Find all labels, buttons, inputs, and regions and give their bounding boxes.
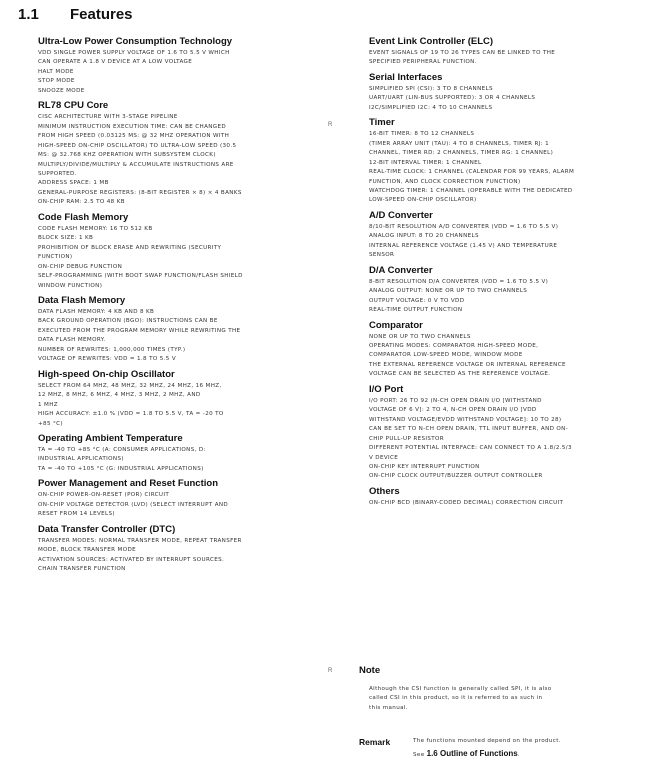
feature-item: PROHIBITION OF BLOCK ERASE AND REWRITING (SECURITY bbox=[38, 244, 222, 251]
feature-item: FUNCTION) bbox=[38, 254, 73, 261]
feature-item: DATA FLASH MEMORY. bbox=[38, 337, 106, 344]
feature-section-title: Event Link Controller (ELC) bbox=[369, 36, 494, 47]
feature-item: EXECUTED FROM THE PROGRAM MEMORY WHILE REWRITING THE bbox=[38, 327, 241, 334]
feature-item: MINIMUM INSTRUCTION EXECUTION TIME: CAN BE CHANGED bbox=[38, 123, 227, 130]
feature-section-title: Code Flash Memory bbox=[38, 211, 129, 223]
feature-item: FUNCTION, AND CLOCK CORRECTION FUNCTION) bbox=[369, 178, 521, 185]
revision-mark: R bbox=[328, 668, 333, 674]
feature-section-title: I/O Port bbox=[369, 383, 404, 395]
feature-section-title: Data Transfer Controller (DTC) bbox=[38, 523, 176, 535]
feature-item: I/O PORT: 26 TO 92 (N-CH OPEN DRAIN I/O [WITHSTAND bbox=[369, 397, 542, 404]
feature-section bbox=[38, 369, 310, 429]
feature-item: ACTIVATION SOURCES: ACTIVATED BY INTERRUPT SOURCES. bbox=[38, 556, 225, 563]
feature-section bbox=[369, 486, 637, 508]
feature-item: BACK GROUND OPERATION (BGO): INSTRUCTIONS CAN BE bbox=[38, 318, 218, 325]
feature-item: 8/10-BIT RESOLUTION A/D CONVERTER (VDD = 1.6 TO 5.5 V) bbox=[369, 223, 559, 230]
feature-item: BLOCK SIZE: 1 KB bbox=[38, 235, 94, 242]
note-body bbox=[369, 685, 637, 713]
feature-item: VDD SINGLE POWER SUPPLY VOLTAGE OF 1.6 TO 5.5 V WHICH bbox=[38, 50, 230, 56]
feature-item: MULTIPLY/DIVIDE/MULTIPLY & ACCUMULATE INSTRUCTIONS ARE bbox=[38, 161, 234, 168]
feature-item: I2C/SIMPLIFIED I2C: 4 TO 10 CHANNELS bbox=[369, 104, 493, 111]
feature-item: 16-BIT TIMER: 8 TO 12 CHANNELS bbox=[369, 131, 475, 138]
feature-section bbox=[369, 384, 637, 482]
feature-item: 12 MHZ, 8 MHZ, 6 MHZ, 4 MHZ, 3 MHZ, 2 MHZ, AND bbox=[38, 392, 201, 399]
feature-item: VOLTAGE OF REWRITES: VDD = 1.8 TO 5.5 V bbox=[38, 356, 176, 363]
feature-item: 8-BIT RESOLUTION D/A CONVERTER (VDD = 1.6 TO 5.5 V) bbox=[369, 278, 549, 285]
remark-text: The functions mounted depend on the product. bbox=[413, 738, 561, 744]
feature-section-title: Operating Ambient Temperature bbox=[38, 432, 183, 444]
feature-section bbox=[38, 524, 310, 575]
feature-item: OPERATING MODES: COMPARATOR HIGH-SPEED MODE, bbox=[369, 342, 539, 349]
feature-item: ON-CHIP RAM: 2.5 TO 48 KB bbox=[38, 199, 125, 206]
feature-section bbox=[38, 100, 310, 208]
feature-item: OUTPUT VOLTAGE: 0 V TO VDD bbox=[369, 297, 465, 304]
feature-item: ANALOG INPUT: 8 TO 20 CHANNELS bbox=[369, 233, 479, 240]
feature-item: WITHSTAND VOLTAGE/EVDD WITHSTAND VOLTAGE]: 10 TO 28) bbox=[369, 416, 562, 423]
note-line: this manual. bbox=[369, 704, 408, 711]
feature-section bbox=[369, 72, 637, 113]
feature-item: ANALOG OUTPUT: NONE OR UP TO TWO CHANNELS bbox=[369, 288, 528, 295]
feature-item: DATA FLASH MEMORY: 4 KB AND 8 KB bbox=[38, 308, 155, 315]
feature-item: ON-CHIP POWER-ON-RESET (POR) CIRCUIT bbox=[38, 492, 170, 499]
feature-item: VOLTAGE CAN BE SELECTED AS THE REFERENCE VOLTAGE. bbox=[369, 371, 551, 378]
feature-item: HIGH ACCURACY: ±1.0 % (VDD = 1.8 TO 5.5 V, TA = -20 TO bbox=[38, 411, 224, 418]
section-title: Features bbox=[70, 6, 133, 23]
feature-item: NONE OR UP TO TWO CHANNELS bbox=[369, 333, 471, 340]
feature-item: SELECT FROM 64 MHZ, 48 MHZ, 32 MHZ, 24 MHZ, 16 MHZ, bbox=[38, 382, 222, 389]
feature-item: TA = -40 TO +105 °C (G: INDUSTRIAL APPLICATIONS) bbox=[38, 465, 204, 472]
revision-mark: R bbox=[328, 122, 333, 128]
feature-item: CISC ARCHITECTURE WITH 3-STAGE PIPELINE bbox=[38, 114, 178, 121]
remark-reference bbox=[413, 749, 520, 758]
feature-item: SIMPLIFIED SPI (CSI): 3 TO 8 CHANNELS bbox=[369, 85, 493, 92]
feature-section bbox=[369, 265, 637, 316]
feature-section-title: RL78 CPU Core bbox=[38, 100, 109, 112]
feature-section-title: Ultra-Low Power Consumption Technology bbox=[38, 36, 233, 47]
feature-item: ON-CHIP KEY INTERRUPT FUNCTION bbox=[369, 463, 480, 470]
feature-item: INTERNAL REFERENCE VOLTAGE (1.45 V) AND TEMPERATURE bbox=[369, 242, 558, 249]
feature-item: UART/UART (LIN-BUS SUPPORTED): 3 OR 4 CHANNELS bbox=[369, 95, 536, 102]
note-line: Although the CSI function is generally called SPI, it is also bbox=[369, 686, 552, 692]
feature-item: FROM HIGH SPEED (0.03125 ΜS: @ 32 MHZ OPERATION WITH bbox=[38, 133, 230, 140]
feature-item: LOW-SPEED ON-CHIP OSCILLATOR) bbox=[369, 197, 477, 204]
feature-item: CHAIN TRANSFER FUNCTION bbox=[38, 566, 126, 573]
feature-item: WINDOW FUNCTION) bbox=[38, 282, 103, 289]
remark-period: . bbox=[517, 752, 520, 758]
feature-section bbox=[369, 36, 637, 68]
feature-item: HALT MODE bbox=[38, 68, 74, 75]
remark-label: Remark bbox=[359, 737, 391, 747]
feature-item: VOLTAGE OF 6 V]: 2 TO 4, N-CH OPEN DRAIN I/O [VDD bbox=[369, 407, 537, 414]
feature-item: ON-CHIP BCD (BINARY-CODED DECIMAL) CORRECTION CIRCUIT bbox=[369, 499, 564, 506]
feature-section-title: Timer bbox=[369, 117, 395, 129]
feature-item: ON-CHIP DEBUG FUNCTION bbox=[38, 263, 123, 270]
feature-item: CAN OPERATE A 1.8 V DEVICE AT A LOW VOLTAGE bbox=[38, 59, 193, 66]
feature-item: HIGH-SPEED ON-CHIP OSCILLATOR) TO ULTRA-LOW SPEED (30.5 bbox=[38, 142, 237, 149]
feature-section-title: D/A Converter bbox=[369, 264, 433, 276]
feature-item: INDUSTRIAL APPLICATIONS) bbox=[38, 456, 124, 463]
feature-item: CHIP PULL-UP RESISTOR bbox=[369, 435, 445, 442]
feature-item: MODE, BLOCK TRANSFER MODE bbox=[38, 547, 137, 554]
feature-item: COMPARATOR LOW-SPEED MODE, WINDOW MODE bbox=[369, 352, 523, 359]
feature-item: (TIMER ARRAY UNIT (TAU): 4 TO 8 CHANNELS, TIMER RJ: 1 bbox=[369, 140, 550, 147]
feature-item: 1 MHZ bbox=[38, 401, 58, 408]
feature-item: NUMBER OF REWRITES: 1,000,000 TIMES (TYP.) bbox=[38, 346, 186, 353]
feature-item: REAL-TIME OUTPUT FUNCTION bbox=[369, 307, 463, 314]
feature-item: ΜS: @ 32.768 KHZ OPERATION WITH SUBSYSTEM CLOCK) bbox=[38, 152, 216, 159]
feature-item: SNOOZE MODE bbox=[38, 87, 85, 94]
feature-item: WATCHDOG TIMER: 1 CHANNEL (OPERABLE WITH THE DEDICATED bbox=[369, 187, 573, 194]
feature-item: RESET FROM 14 LEVELS) bbox=[38, 511, 115, 518]
feature-item: V DEVICE bbox=[369, 454, 399, 461]
feature-item: EVENT SIGNALS OF 19 TO 26 TYPES CAN BE LINKED TO THE bbox=[369, 50, 556, 56]
feature-section bbox=[38, 478, 310, 519]
feature-item: ON-CHIP VOLTAGE DETECTOR (LVD) (SELECT INTERRUPT AND bbox=[38, 501, 229, 508]
feature-item: 12-BIT INTERVAL TIMER: 1 CHANNEL bbox=[369, 159, 482, 166]
feature-item: TA = -40 TO +85 °C (A: CONSUMER APPLICATIONS, D: bbox=[38, 446, 206, 453]
feature-item: CAN BE SET TO N-CH OPEN DRAIN, TTL INPUT BUFFER, AND ON- bbox=[369, 426, 569, 433]
feature-section bbox=[369, 210, 637, 261]
feature-section bbox=[369, 320, 637, 380]
section-number: 1.1 bbox=[18, 6, 39, 23]
remark-see: See bbox=[413, 752, 425, 758]
feature-section-title: High-speed On-chip Oscillator bbox=[38, 368, 175, 380]
feature-section-title: Power Management and Reset Function bbox=[38, 478, 218, 490]
feature-item: +85 °C) bbox=[38, 420, 63, 427]
cross-reference-link[interactable]: 1.6 Outline of Functions bbox=[426, 749, 518, 758]
feature-item: ADDRESS SPACE: 1 MB bbox=[38, 180, 109, 187]
feature-item: SENSOR bbox=[369, 252, 395, 259]
feature-section-title: Serial Interfaces bbox=[369, 71, 443, 83]
feature-section-title: Data Flash Memory bbox=[38, 294, 126, 306]
feature-item: THE EXTERNAL REFERENCE VOLTAGE OR INTERNAL REFERENCE bbox=[369, 361, 566, 368]
feature-section-title: A/D Converter bbox=[369, 209, 433, 221]
feature-item: ON-CHIP CLOCK OUTPUT/BUZZER OUTPUT CONTROLLER bbox=[369, 473, 543, 480]
feature-section-title: Others bbox=[369, 485, 400, 497]
right-column bbox=[369, 36, 637, 512]
note-line: called CSI in this product, so it is referred to as such in bbox=[369, 695, 543, 702]
feature-item: CODE FLASH MEMORY: 16 TO 512 KB bbox=[38, 225, 153, 232]
page-title bbox=[18, 6, 133, 23]
feature-item: SPECIFIED PERIPHERAL FUNCTION. bbox=[369, 59, 477, 66]
feature-section bbox=[38, 433, 310, 474]
feature-item: SUPPORTED. bbox=[38, 170, 77, 177]
feature-section bbox=[38, 212, 310, 291]
feature-section-title: Comparator bbox=[369, 319, 423, 331]
left-column bbox=[38, 36, 310, 578]
feature-item: DIFFERENT POTENTIAL INTERFACE: CAN CONNECT TO A 1.8/2.5/3 bbox=[369, 445, 572, 452]
feature-section bbox=[38, 36, 310, 96]
feature-item: CHANNEL, TIMER RD: 2 CHANNELS, TIMER RG: 1 CHANNEL) bbox=[369, 150, 554, 157]
feature-section bbox=[38, 295, 310, 365]
feature-item: REAL-TIME CLOCK: 1 CHANNEL (CALENDAR FOR 99 YEARS, ALARM bbox=[369, 169, 575, 176]
note-label: Note bbox=[359, 665, 381, 676]
feature-item: STOP MODE bbox=[38, 78, 75, 85]
feature-item: TRANSFER MODES: NORMAL TRANSFER MODE, REPEAT TRANSFER bbox=[38, 537, 242, 544]
feature-item: SELF-PROGRAMMING (WITH BOOT SWAP FUNCTION/FLASH SHIELD bbox=[38, 273, 243, 280]
feature-item: GENERAL-PURPOSE REGISTERS: (8-BIT REGISTER × 8) × 4 BANKS bbox=[38, 189, 242, 196]
feature-section bbox=[369, 117, 637, 206]
